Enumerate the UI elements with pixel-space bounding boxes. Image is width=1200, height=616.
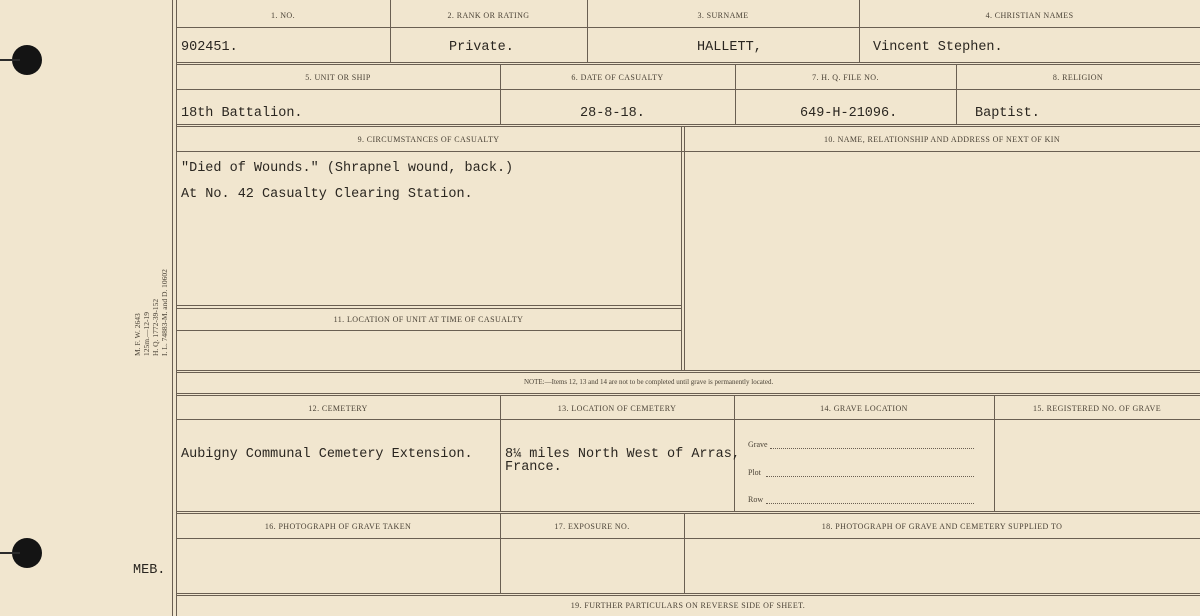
date-of-casualty-value: 28-8-18. [580,106,645,121]
label-circumstances: 9. CIRCUMSTANCES OF CASUALTY [357,135,500,144]
row-label: Row [748,495,764,504]
label-photograph-taken: 16. PHOTOGRAPH OF GRAVE TAKEN [264,522,412,531]
row5-bottom-rule [176,593,1200,596]
row4-label-rule [176,419,1200,420]
label-number: 1. NO. [271,11,295,20]
row4-divider-3 [994,396,995,512]
rank-value: Private. [449,40,514,55]
location-of-unit-top-rule-2 [176,308,681,309]
plot-dotted-line [766,476,974,477]
label-exposure-no: 17. EXPOSURE NO. [554,522,630,531]
row1-divider-1 [390,0,391,62]
clerk-initials: MEB. [133,563,166,578]
side-print-line-3: H. Q. 1772-39-152 [151,298,160,356]
row-dotted-line [766,503,974,504]
surname-value: HALLETT, [697,40,762,55]
label-grave-location: 14. GRAVE LOCATION [820,404,908,413]
location-of-unit-top-rule-1 [176,305,681,306]
row2-bottom-rule [176,124,1200,127]
label-hq-file-no: 7. H. Q. FILE NO. [812,73,879,82]
margin-rule-1 [172,0,173,616]
side-print-line-1: M. F. W. 2643 [133,313,142,356]
circumstances-line-2: At No. 42 Casualty Clearing Station. [181,187,473,202]
cemetery-location-line-2: France. [505,460,562,475]
grave-dotted-line [770,448,974,449]
completion-note: NOTE:—Items 12, 13 and 14 are not to be completed until grave is permanently located. [524,378,774,386]
side-print-line-4: I. L. 74883-M. and D. 10602 [160,269,169,356]
row1-bottom-rule [176,62,1200,65]
unit-value: 18th Battalion. [181,106,303,121]
label-date-of-casualty: 6. DATE OF CASUALTY [571,73,664,82]
row5-label-rule [176,538,1200,539]
christian-names-value: Vincent Stephen. [873,40,1003,55]
plot-label: Plot [748,468,761,477]
label-photograph-supplied: 18. PHOTOGRAPH OF GRAVE AND CEMETERY SUPPLIED TO [821,522,1063,531]
hq-file-no-value: 649-H-21096. [800,106,898,121]
row4-divider-1 [500,396,501,512]
label-surname: 3. SURNAME [697,11,749,20]
cemetery-location-line-1: 8¼ miles North West of Arras, [505,447,740,462]
row4-bottom-rule [176,511,1200,514]
label-religion: 8. RELIGION [1052,73,1104,82]
grave-label: Grave [748,440,768,449]
label-registered-no: 15. REGISTERED NO. OF GRAVE [1033,404,1161,413]
label-further-particulars: 19. FURTHER PARTICULARS ON REVERSE SIDE OF SHEET. [570,601,806,610]
location-of-unit-label-rule [176,330,681,331]
label-cemetery: 12. CEMETERY [308,404,368,413]
religion-value: Baptist. [975,106,1040,121]
cemetery-value: Aubigny Communal Cemetery Extension. [181,447,473,462]
punch-hole-line-top [0,59,20,61]
punch-hole-line-bottom [0,552,20,554]
row3-bottom-rule [176,370,1200,373]
row1-divider-2 [587,0,588,62]
label-rank: 2. RANK OR RATING [447,11,530,20]
row1-divider-3 [859,0,860,62]
row4-top-rule [176,393,1200,396]
row2-label-rule [176,89,1200,90]
label-christian-names: 4. CHRISTIAN NAMES [985,11,1074,20]
service-number: 902451. [181,40,238,55]
label-location-of-unit: 11. LOCATION OF UNIT AT TIME OF CASUALTY [333,315,524,324]
row1-label-rule [176,27,1200,28]
side-print-line-2: 125m.—12-19 [142,312,151,356]
circumstances-line-1: "Died of Wounds." (Shrapnel wound, back.) [181,161,514,176]
label-unit: 5. UNIT OR SHIP [305,73,371,82]
label-location-of-cemetery: 13. LOCATION OF CEMETERY [557,404,677,413]
row3-divider-1 [681,127,682,371]
row3-divider-2 [684,127,685,371]
label-next-of-kin: 10. NAME, RELATIONSHIP AND ADDRESS OF NEXT OF KIN [823,135,1061,144]
row3-label-rule [176,151,1200,152]
